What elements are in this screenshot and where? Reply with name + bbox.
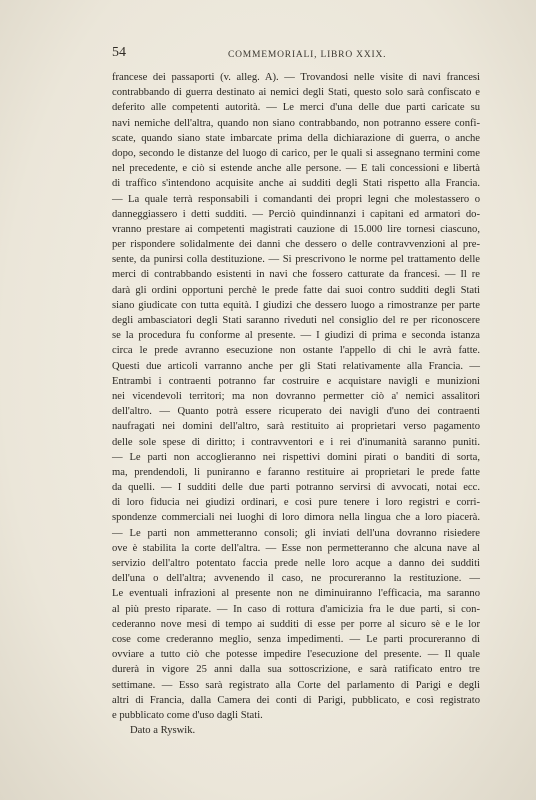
- text-line: degli ambasciatori degli Stati saranno riveduti nel consiglio del re per riconoscere: [112, 315, 480, 326]
- text-line: settimane. — Esso sarà registrato alla Corte del parlamento di Parigi e degli: [112, 679, 480, 691]
- text-line: Questi due articoli varranno anche per gli Stati relativamente alla Francia. —: [112, 360, 480, 372]
- text-line: danneggiassero i detti sudditi. — Perciò quindinnanzi i capitani ed armatori do-: [112, 208, 480, 220]
- text-line: da quelli. — I sudditi delle due parti potranno servirsi di avvocati, notai ecc.: [112, 482, 480, 494]
- text-line: ovviare a tutto ciò che potesse impedire l'esecuzione del presente. — Il quale: [112, 649, 480, 661]
- text-line: altri di Francia, dalla Camera dei conti di Parigi, pubblicato, e così registrato: [112, 694, 480, 706]
- text-line: e pubblicato come d'uso dagli Stati.: [112, 709, 263, 721]
- text-line: darà gli ordini opportuni perchè le prede fatte dai suoi contro sudditi degli Stati: [112, 284, 480, 296]
- text-line: contrabbando di guerra destinato ai nemici degli Stati, questo solo sarà confiscato e: [112, 87, 480, 99]
- text-line: navi nemiche dell'altra, quando non siano contrabbando, non potranno essere confi-: [112, 117, 480, 129]
- text-line: merci di contrabbando esistenti in navi che fossero catturate da francesi. — Il re: [112, 269, 480, 281]
- text-line: vranno prestare ai competenti magistrati cauzione di 15.000 lire tornesi ciascuno,: [112, 223, 480, 235]
- body-text: [112, 70, 480, 738]
- text-line: di loro fiducia nei giudizi ordinari, e così pure tenere i loro registri e corri-: [112, 497, 480, 509]
- text-line: deferito alle competenti autorità. — Le merci d'una delle due parti caricate su: [112, 102, 480, 114]
- text-line: servizio dell'altro potentato faccia prede nelle loro acque a danno dei sudditi: [112, 558, 480, 569]
- text-line: — Le parti non accoglieranno nei rispettivi domini pirati o banditi di sorta,: [112, 451, 480, 463]
- text-line: Le eventuali infrazioni al presente non ne diminuiranno l'efficacia, ma saranno: [112, 588, 480, 600]
- text-line: naufragati nei domini dell'altro, sarà restituito ai proprietari verso pagamento: [112, 421, 480, 433]
- signature-line: Dato a Ryswik.: [130, 725, 196, 737]
- text-line: — La quale terrà responsabili i comandanti dei propri legni che molestassero o: [112, 193, 480, 205]
- text-line: ove è stabilita la corte dell'altra. — Esse non permetteranno che alcuna nave al: [112, 542, 480, 554]
- text-line: francese dei passaporti (v. alleg. A). — Trovandosi nelle visite di navi francesi: [112, 72, 480, 83]
- text-line: dell'altro. — Quanto potrà essere ricuperato dei navigli d'uno dei contraenti: [112, 406, 480, 418]
- page-number: 54: [112, 45, 126, 60]
- text-line: di traffico s'intendono acquisite anche ai sudditi degli Stati rispetto alla Francia.: [112, 178, 480, 190]
- text-line: al più presto riparate. — In caso di rottura d'amicizia fra le due parti, si con-: [112, 603, 480, 615]
- text-line: nel precedente, e ciò si estende anche alle persone. — E tali concessioni e libertà: [112, 163, 480, 175]
- text-line: cose come crederanno meglio, senza impedimenti. — Le parti procureranno di: [112, 633, 480, 645]
- text-line: scate, quando siano state imbarcate prima della dichiarazione di guerra, o anche: [112, 132, 480, 144]
- text-line: sente, da punirsi colla destituzione. — Si prescrivono le norme pel trattamento delle: [112, 254, 480, 266]
- text-line: circa le prede avranno esecuzione non ostante l'appello di chi le avrà fatte.: [112, 345, 480, 357]
- text-line: dopo, secondo le distanze del luogo di carico, per le quali si assegnano termini come: [112, 147, 480, 159]
- text-line: durerà in vigore 25 anni dalla sua sottoscrizione, e sarà ratificato entro tre: [112, 664, 480, 676]
- text-line: ma, prendendoli, li puniranno e faranno restituire ai proprietari le prede fatte: [112, 466, 480, 478]
- text-line: per rispondere solidalmente dei danni che dessero o delle contravvenzioni al pre-: [112, 239, 480, 251]
- page-header: [112, 47, 478, 63]
- text-line: se la procedura fu conforme al presente. — I giudizi di prima e seconda istanza: [112, 330, 480, 342]
- text-line: nei vicendevoli territori; ma non dovranno permetter ciò a' nemici assalitori: [112, 390, 480, 402]
- text-line: delle sole spese di diritto; i contravventori e i rei d'inumanità saranno puniti.: [112, 436, 480, 448]
- text-line: siano giudicate con tutta equità. I giudizi che dessero luogo a rimostranze per parte: [112, 299, 480, 311]
- text-line: Entrambi i contraenti potranno far costruire e acquistare navigli e munizioni: [112, 375, 480, 387]
- text-line: — Le parti non ammetteranno consoli; gli inviati dell'una dovranno risiedere: [112, 527, 480, 539]
- text-line: spondenze commerciali nei luoghi di loro dimora nella lingua che a loro piacerà.: [112, 512, 480, 524]
- running-head: COMMEMORIALI, LIBRO XXIX.: [228, 50, 387, 60]
- text-line: cederanno nove mesi di tempo ai sudditi di esse per porre al sicuro sè e le lor: [112, 618, 480, 630]
- text-line: dell'una o dell'altra; avvenendo il caso, ne procureranno la restituzione. —: [112, 573, 480, 585]
